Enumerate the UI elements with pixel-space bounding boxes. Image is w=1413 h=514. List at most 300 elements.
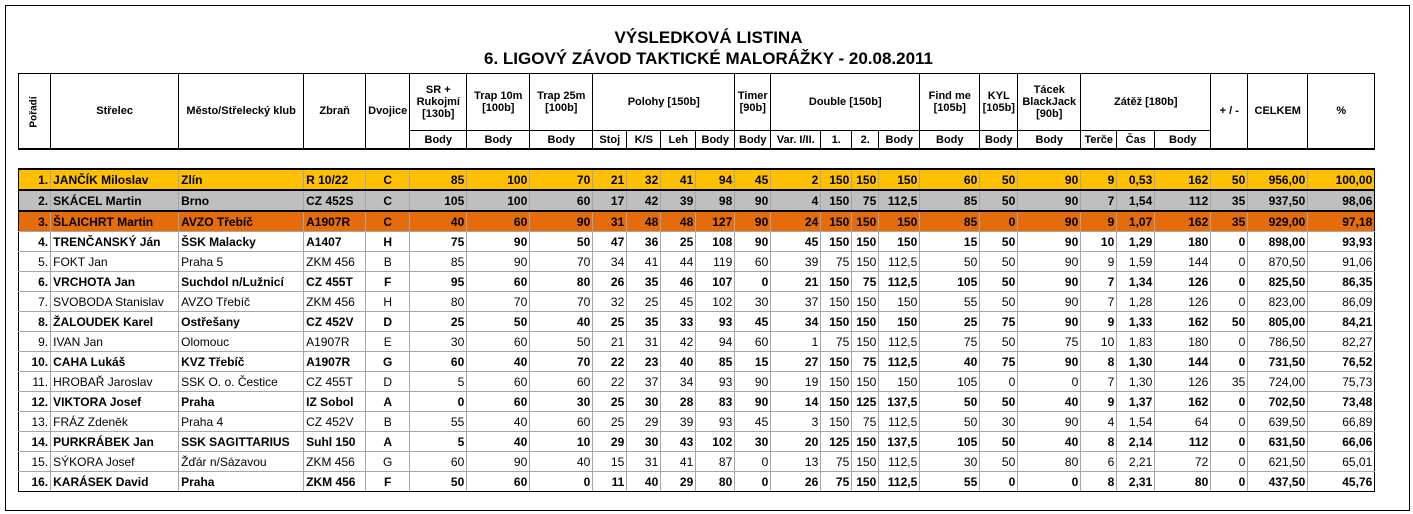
cell-ks: 32 xyxy=(627,169,661,190)
cell-findme: 30 xyxy=(920,452,980,472)
cell-ks: 25 xyxy=(627,292,661,312)
cell-double-body: 112,5 xyxy=(879,332,920,352)
cell-celkem: 937,50 xyxy=(1248,190,1308,211)
cell-sr: 0 xyxy=(410,392,467,412)
cell-tacek: 90 xyxy=(1018,352,1081,372)
cell-stoj: 17 xyxy=(593,190,627,211)
cell-leh: 42 xyxy=(661,332,696,352)
cell-cas: 1,33 xyxy=(1117,312,1155,332)
cell-timer: 45 xyxy=(735,169,771,190)
cell-club: Brno xyxy=(179,190,304,211)
cell-weapon: ZKM 456 xyxy=(304,252,366,272)
cell-sr: 75 xyxy=(410,232,467,252)
cell-polohy-body: 93 xyxy=(696,372,735,392)
cell-double-1: 125 xyxy=(821,432,852,452)
cell-club: Olomouc xyxy=(179,332,304,352)
cell-percent: 45,76 xyxy=(1308,472,1375,492)
subheader-ks: K/S xyxy=(627,131,661,150)
cell-polohy-body: 93 xyxy=(696,312,735,332)
table-row xyxy=(19,272,1375,292)
subheader-var: Var. I/II. xyxy=(771,131,821,150)
cell-kyl: 75 xyxy=(980,312,1018,332)
cell-terce: 4 xyxy=(1081,412,1117,432)
cell-trap10: 40 xyxy=(467,432,530,452)
cell-club: Ostřešany xyxy=(179,312,304,332)
cell-var: 24 xyxy=(771,211,821,232)
cell-trap25: 50 xyxy=(530,332,593,352)
cell-weapon: CZ 455T xyxy=(304,372,366,392)
cell-plusminus: 0 xyxy=(1211,332,1248,352)
cell-club: Suchdol n/Lužnicí xyxy=(179,272,304,292)
cell-club: Žďár n/Sázavou xyxy=(179,452,304,472)
subheader-cas: Čas xyxy=(1117,131,1155,150)
cell-tacek: 90 xyxy=(1018,252,1081,272)
cell-var: 27 xyxy=(771,352,821,372)
cell-double-1: 150 xyxy=(821,392,852,412)
cell-polohy-body: 93 xyxy=(696,412,735,432)
cell-polohy-body: 83 xyxy=(696,392,735,412)
cell-tacek: 90 xyxy=(1018,412,1081,432)
cell-trap25: 70 xyxy=(530,252,593,272)
cell-timer: 45 xyxy=(735,312,771,332)
cell-plusminus: 0 xyxy=(1211,452,1248,472)
cell-double-2: 125 xyxy=(852,392,879,412)
cell-percent: 75,73 xyxy=(1308,372,1375,392)
cell-terce: 10 xyxy=(1081,232,1117,252)
cell-zatez-body: 162 xyxy=(1155,211,1211,232)
cell-percent: 93,93 xyxy=(1308,232,1375,252)
cell-weapon: A1907R xyxy=(304,332,366,352)
cell-double-body: 112,5 xyxy=(879,452,920,472)
cell-celkem: 805,00 xyxy=(1248,312,1308,332)
cell-double-body: 150 xyxy=(879,372,920,392)
cell-weapon: R 10/22 xyxy=(304,169,366,190)
cell-double-1: 150 xyxy=(821,190,852,211)
cell-polohy-body: 85 xyxy=(696,352,735,372)
cell-shooter: JANČÍK Miloslav xyxy=(51,169,179,190)
subheader-body: Body xyxy=(980,131,1018,150)
cell-leh: 39 xyxy=(661,412,696,432)
header-sr: SR + Rukojmí [130b] xyxy=(410,74,467,131)
cell-double-body: 112,5 xyxy=(879,472,920,492)
cell-leh: 39 xyxy=(661,190,696,211)
header-polohy: Polohy [150b] xyxy=(593,74,735,131)
sheet-title: VÝSLEDKOVÁ LISTINA xyxy=(614,28,803,47)
cell-cas: 1,30 xyxy=(1117,372,1155,392)
cell-plusminus: 0 xyxy=(1211,352,1248,372)
cell-zatez-body: 180 xyxy=(1155,232,1211,252)
cell-percent: 66,06 xyxy=(1308,432,1375,452)
cell-double-1: 150 xyxy=(821,412,852,432)
cell-sr: 5 xyxy=(410,432,467,452)
cell-ks: 35 xyxy=(627,272,661,292)
cell-plusminus: 50 xyxy=(1211,169,1248,190)
cell-pair: H xyxy=(366,292,410,312)
results-body xyxy=(19,149,1375,492)
cell-polohy-body: 80 xyxy=(696,472,735,492)
cell-sr: 95 xyxy=(410,272,467,292)
cell-kyl: 50 xyxy=(980,252,1018,272)
cell-zatez-body: 144 xyxy=(1155,252,1211,272)
cell-cas: 1,54 xyxy=(1117,412,1155,432)
cell-stoj: 25 xyxy=(593,392,627,412)
header-strelec: Střelec xyxy=(51,74,179,150)
cell-ks: 42 xyxy=(627,190,661,211)
cell-polohy-body: 127 xyxy=(696,211,735,232)
cell-findme: 105 xyxy=(920,272,980,292)
cell-double-2: 75 xyxy=(852,412,879,432)
cell-double-body: 150 xyxy=(879,232,920,252)
cell-timer: 90 xyxy=(735,232,771,252)
cell-tacek: 40 xyxy=(1018,392,1081,412)
cell-pair: A xyxy=(366,432,410,452)
cell-zatez-body: 64 xyxy=(1155,412,1211,432)
cell-double-body: 137,5 xyxy=(879,432,920,452)
cell-findme: 55 xyxy=(920,472,980,492)
cell-timer: 15 xyxy=(735,352,771,372)
cell-percent: 65,01 xyxy=(1308,452,1375,472)
cell-polohy-body: 98 xyxy=(696,190,735,211)
cell-celkem: 898,00 xyxy=(1248,232,1308,252)
cell-trap25: 70 xyxy=(530,169,593,190)
table-row xyxy=(19,292,1375,312)
subheader-terce: Terče xyxy=(1081,131,1117,150)
cell-pair: F xyxy=(366,472,410,492)
cell-sr: 85 xyxy=(410,169,467,190)
cell-rank: 8. xyxy=(19,312,51,332)
cell-timer: 0 xyxy=(735,452,771,472)
cell-plusminus: 35 xyxy=(1211,211,1248,232)
cell-pair: G xyxy=(366,452,410,472)
cell-terce: 9 xyxy=(1081,252,1117,272)
cell-tacek: 90 xyxy=(1018,211,1081,232)
cell-leh: 41 xyxy=(661,452,696,472)
subheader-body: Body xyxy=(735,131,771,150)
cell-shooter: KARÁSEK David xyxy=(51,472,179,492)
cell-zatez-body: 126 xyxy=(1155,372,1211,392)
cell-double-2: 150 xyxy=(852,332,879,352)
subheader-body: Body xyxy=(879,131,920,150)
cell-club: Praha 5 xyxy=(179,252,304,272)
cell-double-body: 150 xyxy=(879,312,920,332)
cell-leh: 25 xyxy=(661,232,696,252)
cell-sr: 30 xyxy=(410,332,467,352)
cell-pair: C xyxy=(366,211,410,232)
cell-double-body: 112,5 xyxy=(879,412,920,432)
cell-double-1: 150 xyxy=(821,272,852,292)
cell-var: 39 xyxy=(771,252,821,272)
cell-ks: 48 xyxy=(627,211,661,232)
cell-findme: 50 xyxy=(920,252,980,272)
cell-timer: 90 xyxy=(735,392,771,412)
cell-timer: 90 xyxy=(735,372,771,392)
cell-tacek: 90 xyxy=(1018,190,1081,211)
cell-trap10: 70 xyxy=(467,292,530,312)
cell-sr: 50 xyxy=(410,472,467,492)
cell-findme: 85 xyxy=(920,211,980,232)
cell-weapon: IZ Sobol xyxy=(304,392,366,412)
cell-kyl: 50 xyxy=(980,232,1018,252)
cell-double-1: 150 xyxy=(821,312,852,332)
cell-club: KVZ Třebíč xyxy=(179,352,304,372)
cell-celkem: 786,50 xyxy=(1248,332,1308,352)
cell-trap10: 60 xyxy=(467,332,530,352)
cell-weapon: CZ 452V xyxy=(304,412,366,432)
cell-shooter: ŽALOUDEK Karel xyxy=(51,312,179,332)
cell-polohy-body: 94 xyxy=(696,332,735,352)
cell-findme: 105 xyxy=(920,432,980,452)
cell-trap10: 100 xyxy=(467,169,530,190)
cell-pair: G xyxy=(366,352,410,372)
cell-leh: 41 xyxy=(661,169,696,190)
cell-percent: 84,21 xyxy=(1308,312,1375,332)
cell-tacek: 0 xyxy=(1018,372,1081,392)
cell-findme: 85 xyxy=(920,190,980,211)
cell-cas: 2,21 xyxy=(1117,452,1155,472)
cell-double-2: 150 xyxy=(852,169,879,190)
cell-percent: 66,89 xyxy=(1308,412,1375,432)
cell-var: 45 xyxy=(771,232,821,252)
cell-celkem: 929,00 xyxy=(1248,211,1308,232)
cell-shooter: FRÁZ Zdeněk xyxy=(51,412,179,432)
cell-var: 3 xyxy=(771,412,821,432)
cell-terce: 7 xyxy=(1081,190,1117,211)
cell-percent: 86,09 xyxy=(1308,292,1375,312)
cell-tacek: 90 xyxy=(1018,232,1081,252)
cell-trap10: 60 xyxy=(467,272,530,292)
cell-plusminus: 0 xyxy=(1211,232,1248,252)
cell-double-2: 150 xyxy=(852,211,879,232)
cell-rank: 2. xyxy=(19,190,51,211)
table-row xyxy=(19,452,1375,472)
cell-leh: 33 xyxy=(661,312,696,332)
cell-polohy-body: 94 xyxy=(696,169,735,190)
cell-double-2: 75 xyxy=(852,352,879,372)
cell-cas: 1,37 xyxy=(1117,392,1155,412)
cell-plusminus: 35 xyxy=(1211,190,1248,211)
cell-weapon: CZ 452S xyxy=(304,190,366,211)
cell-stoj: 47 xyxy=(593,232,627,252)
cell-pair: D xyxy=(366,312,410,332)
cell-sr: 5 xyxy=(410,372,467,392)
cell-findme: 50 xyxy=(920,412,980,432)
cell-findme: 55 xyxy=(920,292,980,312)
cell-tacek: 90 xyxy=(1018,272,1081,292)
cell-double-body: 150 xyxy=(879,211,920,232)
cell-zatez-body: 80 xyxy=(1155,472,1211,492)
cell-findme: 60 xyxy=(920,169,980,190)
cell-double-body: 150 xyxy=(879,169,920,190)
cell-leh: 48 xyxy=(661,211,696,232)
cell-ks: 30 xyxy=(627,392,661,412)
cell-shooter: ŠLAICHRT Martin xyxy=(51,211,179,232)
cell-ks: 35 xyxy=(627,312,661,332)
cell-weapon: ZKM 456 xyxy=(304,472,366,492)
cell-cas: 1,83 xyxy=(1117,332,1155,352)
cell-zatez-body: 112 xyxy=(1155,432,1211,452)
cell-sr: 40 xyxy=(410,211,467,232)
cell-double-1: 75 xyxy=(821,472,852,492)
cell-sr: 80 xyxy=(410,292,467,312)
cell-double-1: 75 xyxy=(821,252,852,272)
cell-double-2: 150 xyxy=(852,232,879,252)
cell-trap10: 40 xyxy=(467,352,530,372)
cell-pair: B xyxy=(366,252,410,272)
cell-timer: 90 xyxy=(735,190,771,211)
header-zatez: Zátěž [180b] xyxy=(1081,74,1211,131)
cell-cas: 2,31 xyxy=(1117,472,1155,492)
cell-rank: 4. xyxy=(19,232,51,252)
cell-terce: 7 xyxy=(1081,372,1117,392)
cell-var: 1 xyxy=(771,332,821,352)
cell-weapon: CZ 452V xyxy=(304,312,366,332)
header-tacek: Tácek BlackJack [90b] xyxy=(1018,74,1081,131)
cell-shooter: VIKTORA Josef xyxy=(51,392,179,412)
header-percent: % xyxy=(1308,74,1375,150)
cell-cas: 1,54 xyxy=(1117,190,1155,211)
cell-kyl: 50 xyxy=(980,190,1018,211)
cell-stoj: 11 xyxy=(593,472,627,492)
cell-plusminus: 0 xyxy=(1211,292,1248,312)
cell-trap25: 40 xyxy=(530,452,593,472)
cell-double-body: 112,5 xyxy=(879,252,920,272)
cell-kyl: 50 xyxy=(980,169,1018,190)
cell-tacek: 0 xyxy=(1018,472,1081,492)
cell-double-body: 150 xyxy=(879,292,920,312)
cell-terce: 8 xyxy=(1081,432,1117,452)
cell-rank: 12. xyxy=(19,392,51,412)
cell-cas: 1,29 xyxy=(1117,232,1155,252)
cell-stoj: 22 xyxy=(593,372,627,392)
cell-polohy-body: 102 xyxy=(696,292,735,312)
cell-stoj: 21 xyxy=(593,169,627,190)
cell-kyl: 50 xyxy=(980,432,1018,452)
cell-celkem: 724,00 xyxy=(1248,372,1308,392)
cell-polohy-body: 107 xyxy=(696,272,735,292)
cell-leh: 28 xyxy=(661,392,696,412)
cell-pair: C xyxy=(366,169,410,190)
header-timer: Timer [90b] xyxy=(735,74,771,131)
cell-polohy-body: 108 xyxy=(696,232,735,252)
table-row xyxy=(19,392,1375,412)
subheader-body: Body xyxy=(1155,131,1211,150)
cell-findme: 75 xyxy=(920,332,980,352)
cell-cas: 1,34 xyxy=(1117,272,1155,292)
cell-trap25: 60 xyxy=(530,412,593,432)
header-poradi: Pořadí xyxy=(19,74,51,150)
cell-trap10: 60 xyxy=(467,211,530,232)
cell-stoj: 25 xyxy=(593,312,627,332)
cell-double-2: 75 xyxy=(852,272,879,292)
cell-kyl: 0 xyxy=(980,472,1018,492)
cell-shooter: IVAN Jan xyxy=(51,332,179,352)
cell-rank: 10. xyxy=(19,352,51,372)
cell-pair: C xyxy=(366,190,410,211)
cell-cas: 1,28 xyxy=(1117,292,1155,312)
cell-timer: 90 xyxy=(735,211,771,232)
subheader-d1: 1. xyxy=(821,131,852,150)
cell-double-1: 150 xyxy=(821,352,852,372)
cell-zatez-body: 126 xyxy=(1155,272,1211,292)
table-row xyxy=(19,372,1375,392)
table-row xyxy=(19,472,1375,492)
cell-trap25: 60 xyxy=(530,190,593,211)
cell-percent: 76,52 xyxy=(1308,352,1375,372)
cell-double-1: 75 xyxy=(821,452,852,472)
cell-timer: 0 xyxy=(735,272,771,292)
cell-plusminus: 0 xyxy=(1211,412,1248,432)
cell-double-1: 150 xyxy=(821,211,852,232)
table-row xyxy=(19,252,1375,272)
cell-percent: 91,06 xyxy=(1308,252,1375,272)
cell-trap25: 0 xyxy=(530,472,593,492)
cell-rank: 11. xyxy=(19,372,51,392)
cell-timer: 45 xyxy=(735,412,771,432)
cell-terce: 10 xyxy=(1081,332,1117,352)
cell-terce: 7 xyxy=(1081,292,1117,312)
table-row xyxy=(19,169,1375,190)
cell-double-1: 75 xyxy=(821,332,852,352)
cell-ks: 36 xyxy=(627,232,661,252)
cell-trap25: 50 xyxy=(530,232,593,252)
cell-weapon: ZKM 456 xyxy=(304,292,366,312)
cell-double-2: 150 xyxy=(852,312,879,332)
cell-club: Praha xyxy=(179,392,304,412)
cell-double-2: 150 xyxy=(852,452,879,472)
cell-shooter: CAHA Lukáš xyxy=(51,352,179,372)
cell-polohy-body: 102 xyxy=(696,432,735,452)
cell-rank: 1. xyxy=(19,169,51,190)
cell-kyl: 75 xyxy=(980,352,1018,372)
cell-stoj: 29 xyxy=(593,432,627,452)
cell-trap10: 90 xyxy=(467,232,530,252)
cell-sr: 60 xyxy=(410,352,467,372)
table-row xyxy=(19,352,1375,372)
cell-ks: 31 xyxy=(627,332,661,352)
cell-var: 20 xyxy=(771,432,821,452)
cell-double-2: 150 xyxy=(852,292,879,312)
cell-zatez-body: 162 xyxy=(1155,312,1211,332)
cell-double-1: 150 xyxy=(821,372,852,392)
cell-var: 21 xyxy=(771,272,821,292)
cell-percent: 97,18 xyxy=(1308,211,1375,232)
cell-percent: 86,35 xyxy=(1308,272,1375,292)
cell-celkem: 823,00 xyxy=(1248,292,1308,312)
cell-shooter: HROBAŘ Jaroslav xyxy=(51,372,179,392)
cell-shooter: SKÁCEL Martin xyxy=(51,190,179,211)
cell-sr: 60 xyxy=(410,452,467,472)
cell-findme: 40 xyxy=(920,352,980,372)
cell-pair: F xyxy=(366,272,410,292)
header-plusminus: + / - xyxy=(1211,74,1248,150)
cell-shooter: SÝKORA Josef xyxy=(51,452,179,472)
cell-percent: 100,00 xyxy=(1308,169,1375,190)
cell-leh: 45 xyxy=(661,292,696,312)
cell-shooter: SVOBODA Stanislav xyxy=(51,292,179,312)
cell-club: SSK SAGITTARIUS xyxy=(179,432,304,452)
cell-zatez-body: 126 xyxy=(1155,292,1211,312)
cell-weapon: A1407 xyxy=(304,232,366,252)
cell-timer: 30 xyxy=(735,432,771,452)
cell-cas: 1,30 xyxy=(1117,352,1155,372)
cell-celkem: 631,50 xyxy=(1248,432,1308,452)
cell-pair: A xyxy=(366,392,410,412)
cell-percent: 73,48 xyxy=(1308,392,1375,412)
cell-ks: 37 xyxy=(627,372,661,392)
cell-var: 4 xyxy=(771,190,821,211)
cell-shooter: FOKT Jan xyxy=(51,252,179,272)
cell-polohy-body: 87 xyxy=(696,452,735,472)
